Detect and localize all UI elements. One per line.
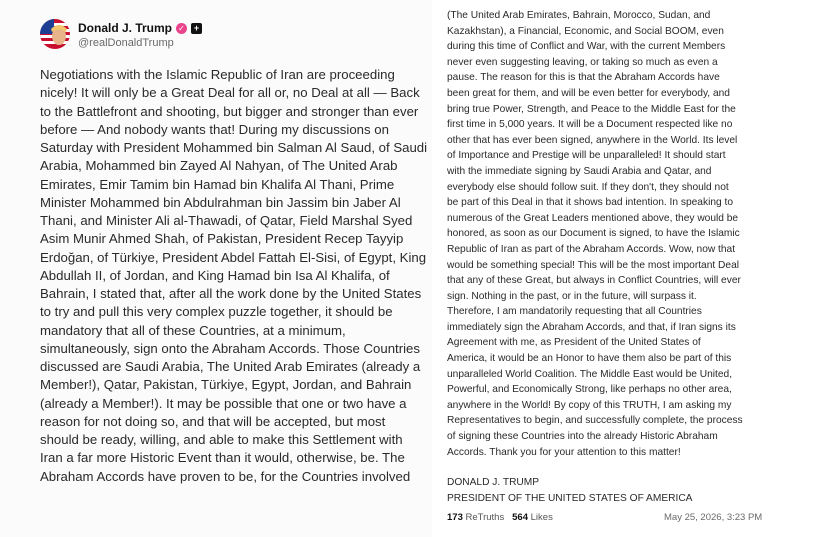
post-text-line: discussed are Saudi Arabia, The United Arab Emirates (already a <box>40 359 421 374</box>
post-text-line: honored, as soon as our Document is signed, to have the Islamic <box>447 228 740 240</box>
post-text-line: Abraham Accords have proven to be, for the Countries involved <box>40 468 411 484</box>
author-name[interactable]: Donald J. Trump <box>78 21 173 35</box>
post-text-line: America, it would be an Honor to have them also be part of this <box>447 353 732 365</box>
post-text-line: Accords. Thank you for your attention to this matter! <box>447 446 681 458</box>
plus-icon[interactable]: + <box>191 23 202 34</box>
post-text-line: with the immediate signing by Saudi Arabia and Qatar, and <box>447 165 712 177</box>
likes-count[interactable]: 564 <box>512 512 528 523</box>
post-text-line: Republic of Iran as part of the Abraham Accords. Wow, now that <box>447 243 736 255</box>
post-text-line: Emirates, Emir Tamim bin Hamad bin Khalifa Al Thani, Prime <box>40 176 395 192</box>
post-text-line: during this time of Conflict and War, with the current Members <box>447 41 726 53</box>
post-body-left <box>40 66 428 486</box>
signature-title: PRESIDENT OF THE UNITED STATES OF AMERICA <box>447 492 693 504</box>
post-text-line: reason for not doing so, and that will be accepted, but most <box>40 413 386 429</box>
post-text-line: simultaneously, sign onto the Abraham Accords. Those Countries <box>40 340 420 356</box>
post-text-line: Thani, and Minister Ali al-Thawadi, of Qatar, Field Marshal Syed <box>40 213 413 228</box>
post-author[interactable] <box>78 21 202 35</box>
retruths-label[interactable]: ReTruths <box>465 512 505 523</box>
post-text-line: to the Battlefront and shooting, but bigger and stronger than ever <box>40 103 419 119</box>
post-text-line: unparalleled World Coalition. The Middle East would be United, <box>447 368 733 380</box>
post-text-line: sign. Nothing in the past, or in the future, will surpass it. <box>447 290 697 302</box>
post-text-line: Negotiations with the Islamic Republic of Iran are proceeding <box>40 67 395 82</box>
post-text-line: Saturday with President Mohammed bin Salman Al Saud, of Saudi <box>40 140 428 155</box>
author-handle[interactable]: @realDonaldTrump <box>78 37 174 49</box>
post-stats <box>447 512 553 523</box>
post-text-line: other that has ever been signed, anywhere in the World. Its level <box>447 134 738 146</box>
post-text-line: never even suggesting leaving, or taking so much as even a <box>447 56 718 68</box>
post-text-line: immediately sign the Abraham Accords, and that, if Iran signs its <box>447 321 736 333</box>
post-text-line: would be something special! This will be the most important Deal <box>447 259 739 271</box>
post-text-line: that any of these Great, but always in Conflict Countries, will ever <box>447 275 741 287</box>
post-text-line: anywhere in the World! By copy of this TRUTH, I am asking my <box>447 399 732 411</box>
post-text-line: nicely! It will only be a Great Deal for all or, no Deal at all — Back <box>40 85 420 101</box>
post-text-line: be part of this Deal in that it shows bad intention. In speaking to <box>447 197 733 209</box>
post-text-line: Arabia, Mohammed bin Zayed Al Nahyan, of The United Arab <box>40 158 398 174</box>
verified-badge-icon: ✓ <box>176 23 187 34</box>
flag-avatar-icon <box>40 19 70 49</box>
post-text-line: before — And nobody wants that! During my discussions on <box>40 121 389 137</box>
post-text-line: to try and pull this very complex puzzle together, it should be <box>40 304 393 320</box>
post-text-line: (The United Arab Emirates, Bahrain, Morocco, Sudan, and <box>447 10 711 21</box>
post-text-line: Asim Munir Ahmed Shah, of Pakistan, President Recep Tayyip <box>40 231 404 247</box>
post-text-line: been great for them, and will be even better for everybody, and <box>447 87 730 99</box>
post-text-line: Kazakhstan), a Financial, Economic, and Social BOOM, even <box>447 25 724 37</box>
post-text-line: Abdullah II, of Jordan, and King Hamad bin Isa Al Khalifa, of <box>40 267 390 283</box>
post-text-line: first time in 5,000 years. It will be a Document respected like no <box>447 119 733 131</box>
post-text-line: Iran a far more Historic Event than it would, otherwise, be. The <box>40 450 405 466</box>
post-text-line: of signing these Countries into the already Historic Abraham <box>447 431 718 443</box>
signature-name: DONALD J. TRUMP <box>447 477 540 488</box>
post-text-line: (already a Member!). It may be possible that one or two have a <box>40 395 407 411</box>
post-text-line: Powerful, and Economically Strong, like perhaps no other area, <box>447 384 732 396</box>
post-text-line: Therefore, I am mandatorily requesting that all Countries <box>447 306 702 318</box>
post-text-line: Bahrain, I stated that, after all the work done by the United States <box>40 286 422 301</box>
post-text-line: everybody else should follow suit. If they don't, they should not <box>447 181 729 193</box>
post-text-line: Representatives to begin, and successfully complete, the process <box>447 415 743 427</box>
post-timestamp[interactable]: May 25, 2026, 3:23 PM <box>664 512 763 523</box>
avatar[interactable] <box>40 19 70 49</box>
post-text-line: Agreement with me, as President of the United States of <box>447 337 701 349</box>
post-text-line: Erdoğan, of Türkiye, President Abdel Fattah El-Sisi, of Egypt, King <box>40 249 427 265</box>
likes-label[interactable]: Likes <box>530 512 553 523</box>
post-text-line: should be ready, willing, and able to make this Settlement with <box>40 432 403 447</box>
post-text-line: bring true Power, Strength, and Peace to the Middle East for the <box>447 103 736 115</box>
post-text-line: numerous of the Great Leaders mentioned above, they would be <box>447 212 739 224</box>
post-text-line: mandatory that all of these Countries, at a minimum, <box>40 322 346 338</box>
retruths-count[interactable]: 173 <box>447 512 463 523</box>
post-body-right <box>447 8 777 460</box>
post-text-line: Member!), Qatar, Pakistan, Türkiye, Egypt, Jordan, and Bahrain <box>40 377 412 393</box>
post-text-line: of Importance and Prestige will be unparalleled! It should start <box>447 150 726 162</box>
post-signature <box>447 475 692 506</box>
post-text-line: pause. The reason for this is that the Abraham Accords have <box>447 72 720 84</box>
post-text-line: Minister Mohammed bin Abdulrahman bin Jassim bin Jaber Al <box>40 194 401 210</box>
